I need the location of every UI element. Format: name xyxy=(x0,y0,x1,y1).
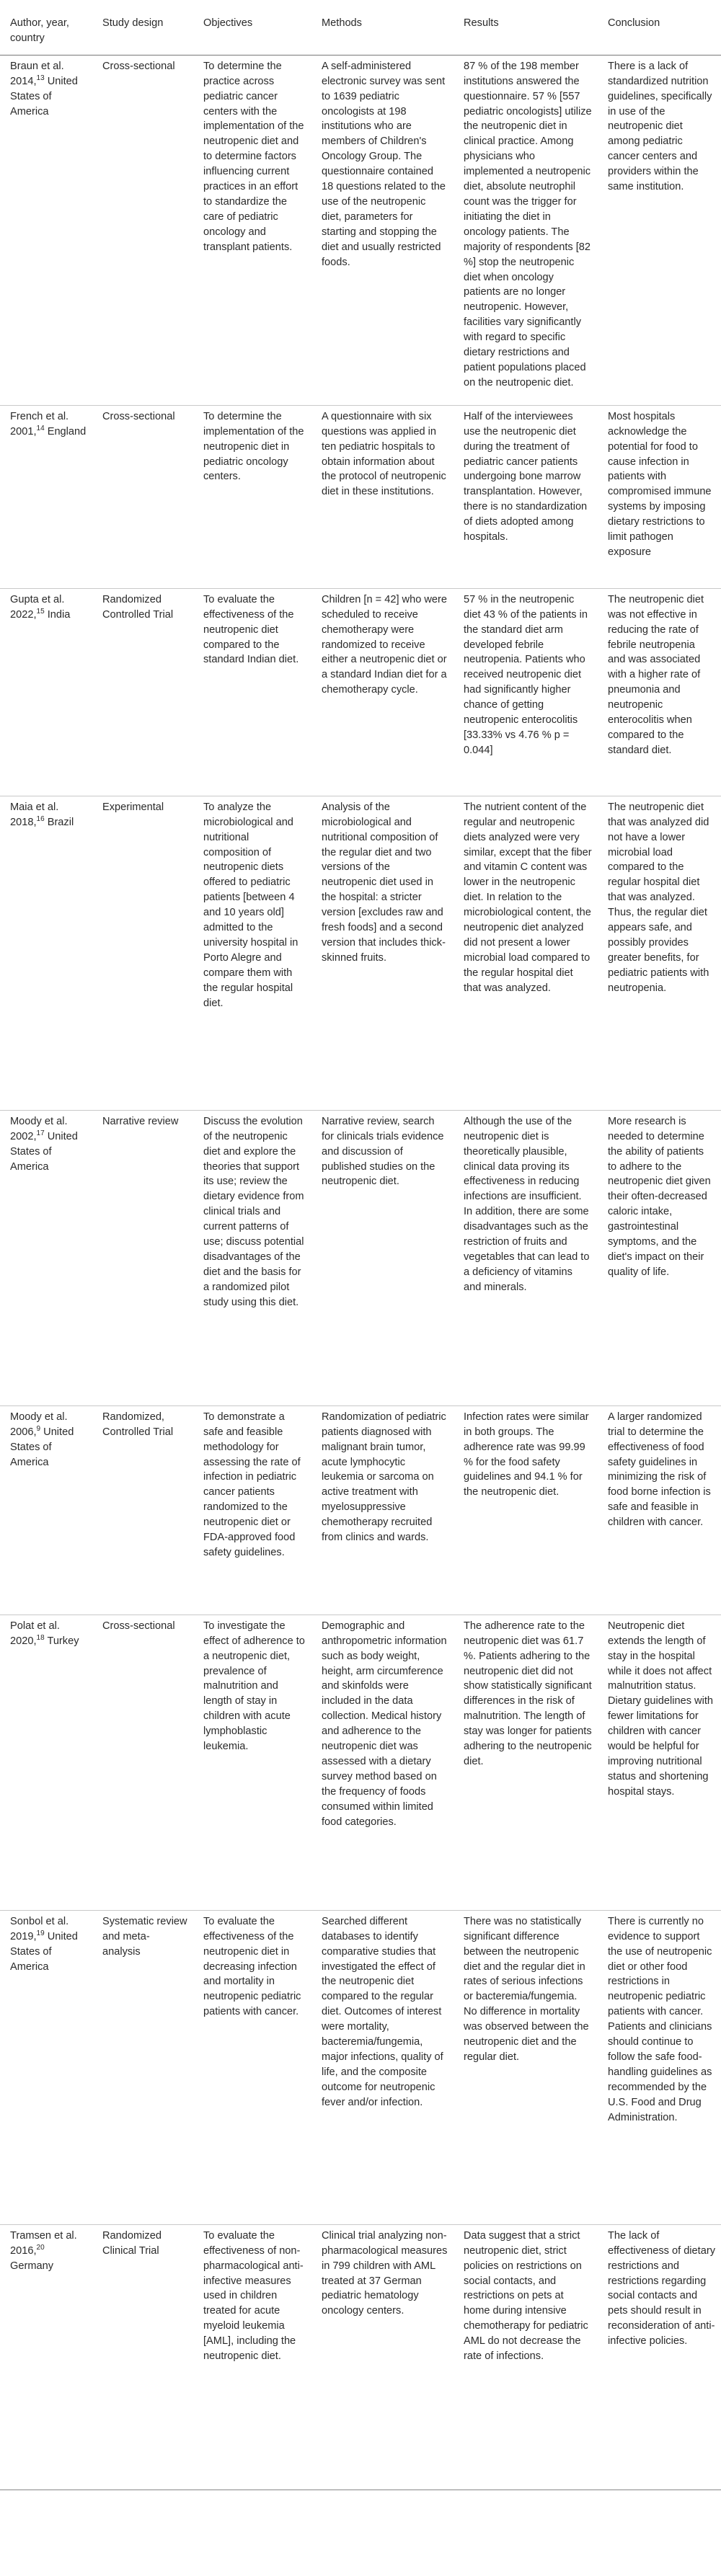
cell-conclusion: The neutropenic diet that was analyzed did not have a lower microbial load compared to the regular hospital diet that was analyzed. Thus, the regular diet appears safe, and possibly provides greater benefits, for pediatric patients with neutropenia. xyxy=(598,796,721,1110)
cell-methods: A questionnaire with six questions was applied in ten pediatric hospitals to obtain information about the protocol of neutropenic diet in these institutions. xyxy=(311,405,454,588)
reference-number: 13 xyxy=(36,74,45,82)
cell-results: Half of the interviewees use the neutropenic diet during the treatment of pediatric cancer patients undergoing bone marrow transplantation. However, there is no standardization of diets adopted among hospitals. xyxy=(454,405,598,588)
cell-objectives: To evaluate the effectiveness of the neutropenic diet in decreasing infection and mortality in neutropenic pediatric patients with cancer. xyxy=(193,1910,311,2224)
header-author: Author, year, country xyxy=(0,0,92,55)
cell-conclusion: More research is needed to determine the ability of patients to adhere to the neutropenic diet given their often-decreased caloric intake, gastrointestinal symptoms, and the diet's impact on their quality of life. xyxy=(598,1110,721,1405)
cell-design: Randomized Controlled Trial xyxy=(92,588,193,796)
cell-methods: Clinical trial analyzing non-pharmacological measures in 799 children with AML treated at 37 German pediatric hematology oncology centers. xyxy=(311,2224,454,2490)
author-year: Polat et al. 2020, xyxy=(10,1620,60,1647)
reference-number: 17 xyxy=(36,1129,45,1137)
cell-methods: Narrative review, search for clinicals trials evidence and discussion of published studies on the neutropenic diet. xyxy=(311,1110,454,1405)
cell-methods: Analysis of the microbiological and nutritional composition of the regular diet and two versions of the neutropenic diet used in the hospital: a stricter version [excludes raw and fresh foods] and a second version that includes thick-skinned fruits. xyxy=(311,796,454,1110)
reference-number: 19 xyxy=(36,1929,45,1937)
cell-results: Data suggest that a strict neutropenic diet, strict policies on restrictions on social contacts, and restrictions on pets at home during intensive chemotherapy for pediatric AML do not decrease the rate of infections. xyxy=(454,2224,598,2490)
cell-design: Cross-sectional xyxy=(92,1615,193,1910)
author-year: Gupta et al. 2022, xyxy=(10,593,65,621)
cell-objectives: To determine the implementation of the neutropenic diet in pediatric oncology centers. xyxy=(193,405,311,588)
cell-methods: A self-administered electronic survey was sent to 1639 pediatric oncologists at 198 institutions who are members of Children's Oncology Group. The questionnaire contained 18 questions related to the use of the neutropenic diet, parameters for starting and stopping the diet and usually restricted foods. xyxy=(311,55,454,405)
cell-methods: Randomization of pediatric patients diagnosed with malignant brain tumor, acute lymphocytic leukemia or sarcoma on active treatment with myelosuppressive chemotherapy recruited from clinics and wards. xyxy=(311,1405,454,1615)
reference-number: 20 xyxy=(36,2243,45,2252)
table-row xyxy=(0,2224,721,2490)
cell-design: Randomized Clinical Trial xyxy=(92,2224,193,2490)
cell-results: The nutrient content of the regular and neutropenic diets analyzed were very similar, except that the fiber and vitamin C content was lower in the neutropenic diet. In relation to the microbiological content, the neutropenic diet analyzed did not present a lower microbial load compared to the regular hospital diet that was analyzed. xyxy=(454,796,598,1110)
table-row xyxy=(0,1615,721,1910)
cell-author xyxy=(0,405,92,588)
author-year: Sonbol et al. 2019, xyxy=(10,1915,69,1942)
cell-conclusion: There is a lack of standardized nutrition guidelines, specifically in use of the neutropenic diet among pediatric cancer centers and providers within the same institution. xyxy=(598,55,721,405)
cell-results: 87 % of the 198 member institutions answered the questionnaire. 57 % [557 pediatric oncologists] utilize the neutropenic diet in clinical practice. Among physicians who implemented a neutropenic diet, absolute neutrophil count was the trigger for initiating the diet in oncology patients. The majority of respondents [82 %] stop the neutropenic diet when oncology patients are no longer neutropenic. However, facilities vary significantly with regard to specific dietary restrictions and patient populations placed on the neutropenic diet. xyxy=(454,55,598,405)
author-year: Moody et al. 2002, xyxy=(10,1115,68,1142)
cell-results: The adherence rate to the neutropenic diet was 61.7 %. Patients adhering to the neutropenic diet did not show statistically significant differences in the risk of malnutrition. The length of stay was longer for patients adhering to the neutropenic diet. xyxy=(454,1615,598,1910)
cell-author xyxy=(0,1615,92,1910)
reference-number: 15 xyxy=(36,607,45,616)
cell-author xyxy=(0,2224,92,2490)
cell-results: 57 % in the neutropenic diet 43 % of the patients in the standard diet arm developed febrile neutropenia. Patients who received neutropenic diet had significantly higher chance of getting neutropenic enterocolitis [33.33% vs 4.76 % p = 0.044] xyxy=(454,588,598,796)
cell-objectives: To demonstrate a safe and feasible methodology for assessing the rate of infection in pediatric cancer patients randomized to the neutropenic diet or FDA-approved food safety guidelines. xyxy=(193,1405,311,1615)
country: United States of America xyxy=(10,1426,74,1468)
cell-conclusion: The lack of effectiveness of dietary restrictions and restrictions regarding social contacts and pets should result in reconsideration of anti-infective policies. xyxy=(598,2224,721,2490)
cell-results: Although the use of the neutropenic diet is theoretically plausible, clinical data proving its effectiveness in reducing infections are insufficient. In addition, there are some disadvantages such as the restriction of fruits and vegetables that can lead to a deficiency of vitamins and minerals. xyxy=(454,1110,598,1405)
table-row xyxy=(0,588,721,796)
cell-conclusion: The neutropenic diet was not effective in reducing the rate of febrile neutropenia and was associated with a higher rate of pneumonia and neutropenic enterocolitis when compared to the standard diet. xyxy=(598,588,721,796)
cell-design: Experimental xyxy=(92,796,193,1110)
cell-design: Randomized, Controlled Trial xyxy=(92,1405,193,1615)
cell-objectives: To evaluate the effectiveness of non-pharmacological anti-infective measures used in children treated for acute myeloid leukemia [AML], including the neutropenic diet. xyxy=(193,2224,311,2490)
header-results: Results xyxy=(454,0,598,55)
cell-conclusion: A larger randomized trial to determine the effectiveness of food safety guidelines in minimizing the risk of food borne infection is safe and feasible in children with cancer. xyxy=(598,1405,721,1615)
cell-design: Cross-sectional xyxy=(92,55,193,405)
header-row xyxy=(0,0,721,55)
reference-number: 18 xyxy=(36,1633,45,1642)
cell-objectives: To analyze the microbiological and nutritional composition of neutropenic diets offered to pediatric patients [between 4 and 10 years old] admitted to the university hospital in Porto Alegre and compare them with the regular hospital diet. xyxy=(193,796,311,1110)
cell-conclusion: Neutropenic diet extends the length of stay in the hospital while it does not affect malnutrition status. Dietary guidelines with fewer limitations for children with cancer would be helpful for improving nutritional status and shortening hospital stays. xyxy=(598,1615,721,1910)
author-year: Maia et al. 2018, xyxy=(10,801,59,828)
country: United States of America xyxy=(10,1130,78,1173)
header-conclusion: Conclusion xyxy=(598,0,721,55)
cell-objectives: Discuss the evolution of the neutropenic diet and explore the theories that support its use; review the dietary evidence from clinical trials and current patterns of use; discuss potential disadvantages of the diet and the basis for a randomized pilot study using this diet. xyxy=(193,1110,311,1405)
cell-design: Cross-sectional xyxy=(92,405,193,588)
cell-methods: Children [n = 42] who were scheduled to receive chemotherapy were randomized to receive either a neutropenic diet or a standard Indian diet for a chemotherapy cycle. xyxy=(311,588,454,796)
cell-methods: Searched different databases to identify comparative studies that investigated the effect of the neutropenic diet compared to the regular diet. Outcomes of interest were mortality, bacteremia/fungemia, major infections, quality of life, and the composite outcome for neutropenic fever and/or infection. xyxy=(311,1910,454,2224)
header-design: Study design xyxy=(92,0,193,55)
cell-author xyxy=(0,1405,92,1615)
cell-author xyxy=(0,1110,92,1405)
cell-author xyxy=(0,796,92,1110)
cell-design: Narrative review xyxy=(92,1110,193,1405)
author-year: Moody et al. 2006, xyxy=(10,1411,68,1438)
header-methods: Methods xyxy=(311,0,454,55)
country: England xyxy=(44,425,87,438)
header-objectives: Objectives xyxy=(193,0,311,55)
reference-number: 9 xyxy=(36,1424,41,1433)
table-row xyxy=(0,405,721,588)
table-row xyxy=(0,1910,721,2224)
cell-conclusion: Most hospitals acknowledge the potential for food to cause infection in patients with compromised immune systems by imposing dietary restrictions to limit pathogen exposure xyxy=(598,405,721,588)
table-row xyxy=(0,1405,721,1615)
cell-author xyxy=(0,1910,92,2224)
reference-number: 16 xyxy=(36,814,45,823)
country: India xyxy=(44,608,71,621)
author-year: Braun et al. 2014, xyxy=(10,60,64,87)
cell-objectives: To investigate the effect of adherence to a neutropenic diet, prevalence of malnutrition and length of stay in children with acute lymphoblastic leukemia. xyxy=(193,1615,311,1910)
reference-number: 14 xyxy=(36,424,45,432)
author-year: French et al. 2001, xyxy=(10,410,69,438)
cell-objectives: To evaluate the effectiveness of the neutropenic diet compared to the standard Indian diet. xyxy=(193,588,311,796)
country: United States of America xyxy=(10,75,78,117)
cell-author xyxy=(0,588,92,796)
author-year: Tramsen et al. 2016, xyxy=(10,2229,77,2257)
country: Brazil xyxy=(44,816,74,828)
cell-conclusion: There is currently no evidence to support the use of neutropenic diet or other food restrictions in neutropenic pediatric patients with cancer. Patients and clinicians should continue to follow the safe food-handling guidelines as recommended by the U.S. Food and Drug Administration. xyxy=(598,1910,721,2224)
table-row xyxy=(0,796,721,1110)
cell-design: Systematic review and meta-analysis xyxy=(92,1910,193,2224)
cell-methods: Demographic and anthropometric information such as body weight, height, arm circumference and skinfolds were included in the data collection. Medical history and adherence to the neutropenic diet was assessed with a dietary survey method based on the frequency of foods consumed within limited food categories. xyxy=(311,1615,454,1910)
cell-author xyxy=(0,55,92,405)
table-row xyxy=(0,1110,721,1405)
country: United States of America xyxy=(10,1930,78,1973)
cell-results: There was no statistically significant difference between the neutropenic diet and the regular diet in rates of serious infections or bacteremia/fungemia. No difference in mortality was observed between the neutropenic diet and the regular diet. xyxy=(454,1910,598,2224)
country: Germany xyxy=(10,2260,54,2272)
cell-results: Infection rates were similar in both groups. The adherence rate was 99.99 % for the food safety guidelines and 94.1 % for the neutropenic diet. xyxy=(454,1405,598,1615)
table-row xyxy=(0,55,721,405)
country: Turkey xyxy=(44,1635,79,1647)
cell-objectives: To determine the practice across pediatric cancer centers with the implementation of the neutropenic diet and to determine factors influencing current practices in an effort to standardize the care of pediatric oncology and transplant patients. xyxy=(193,55,311,405)
